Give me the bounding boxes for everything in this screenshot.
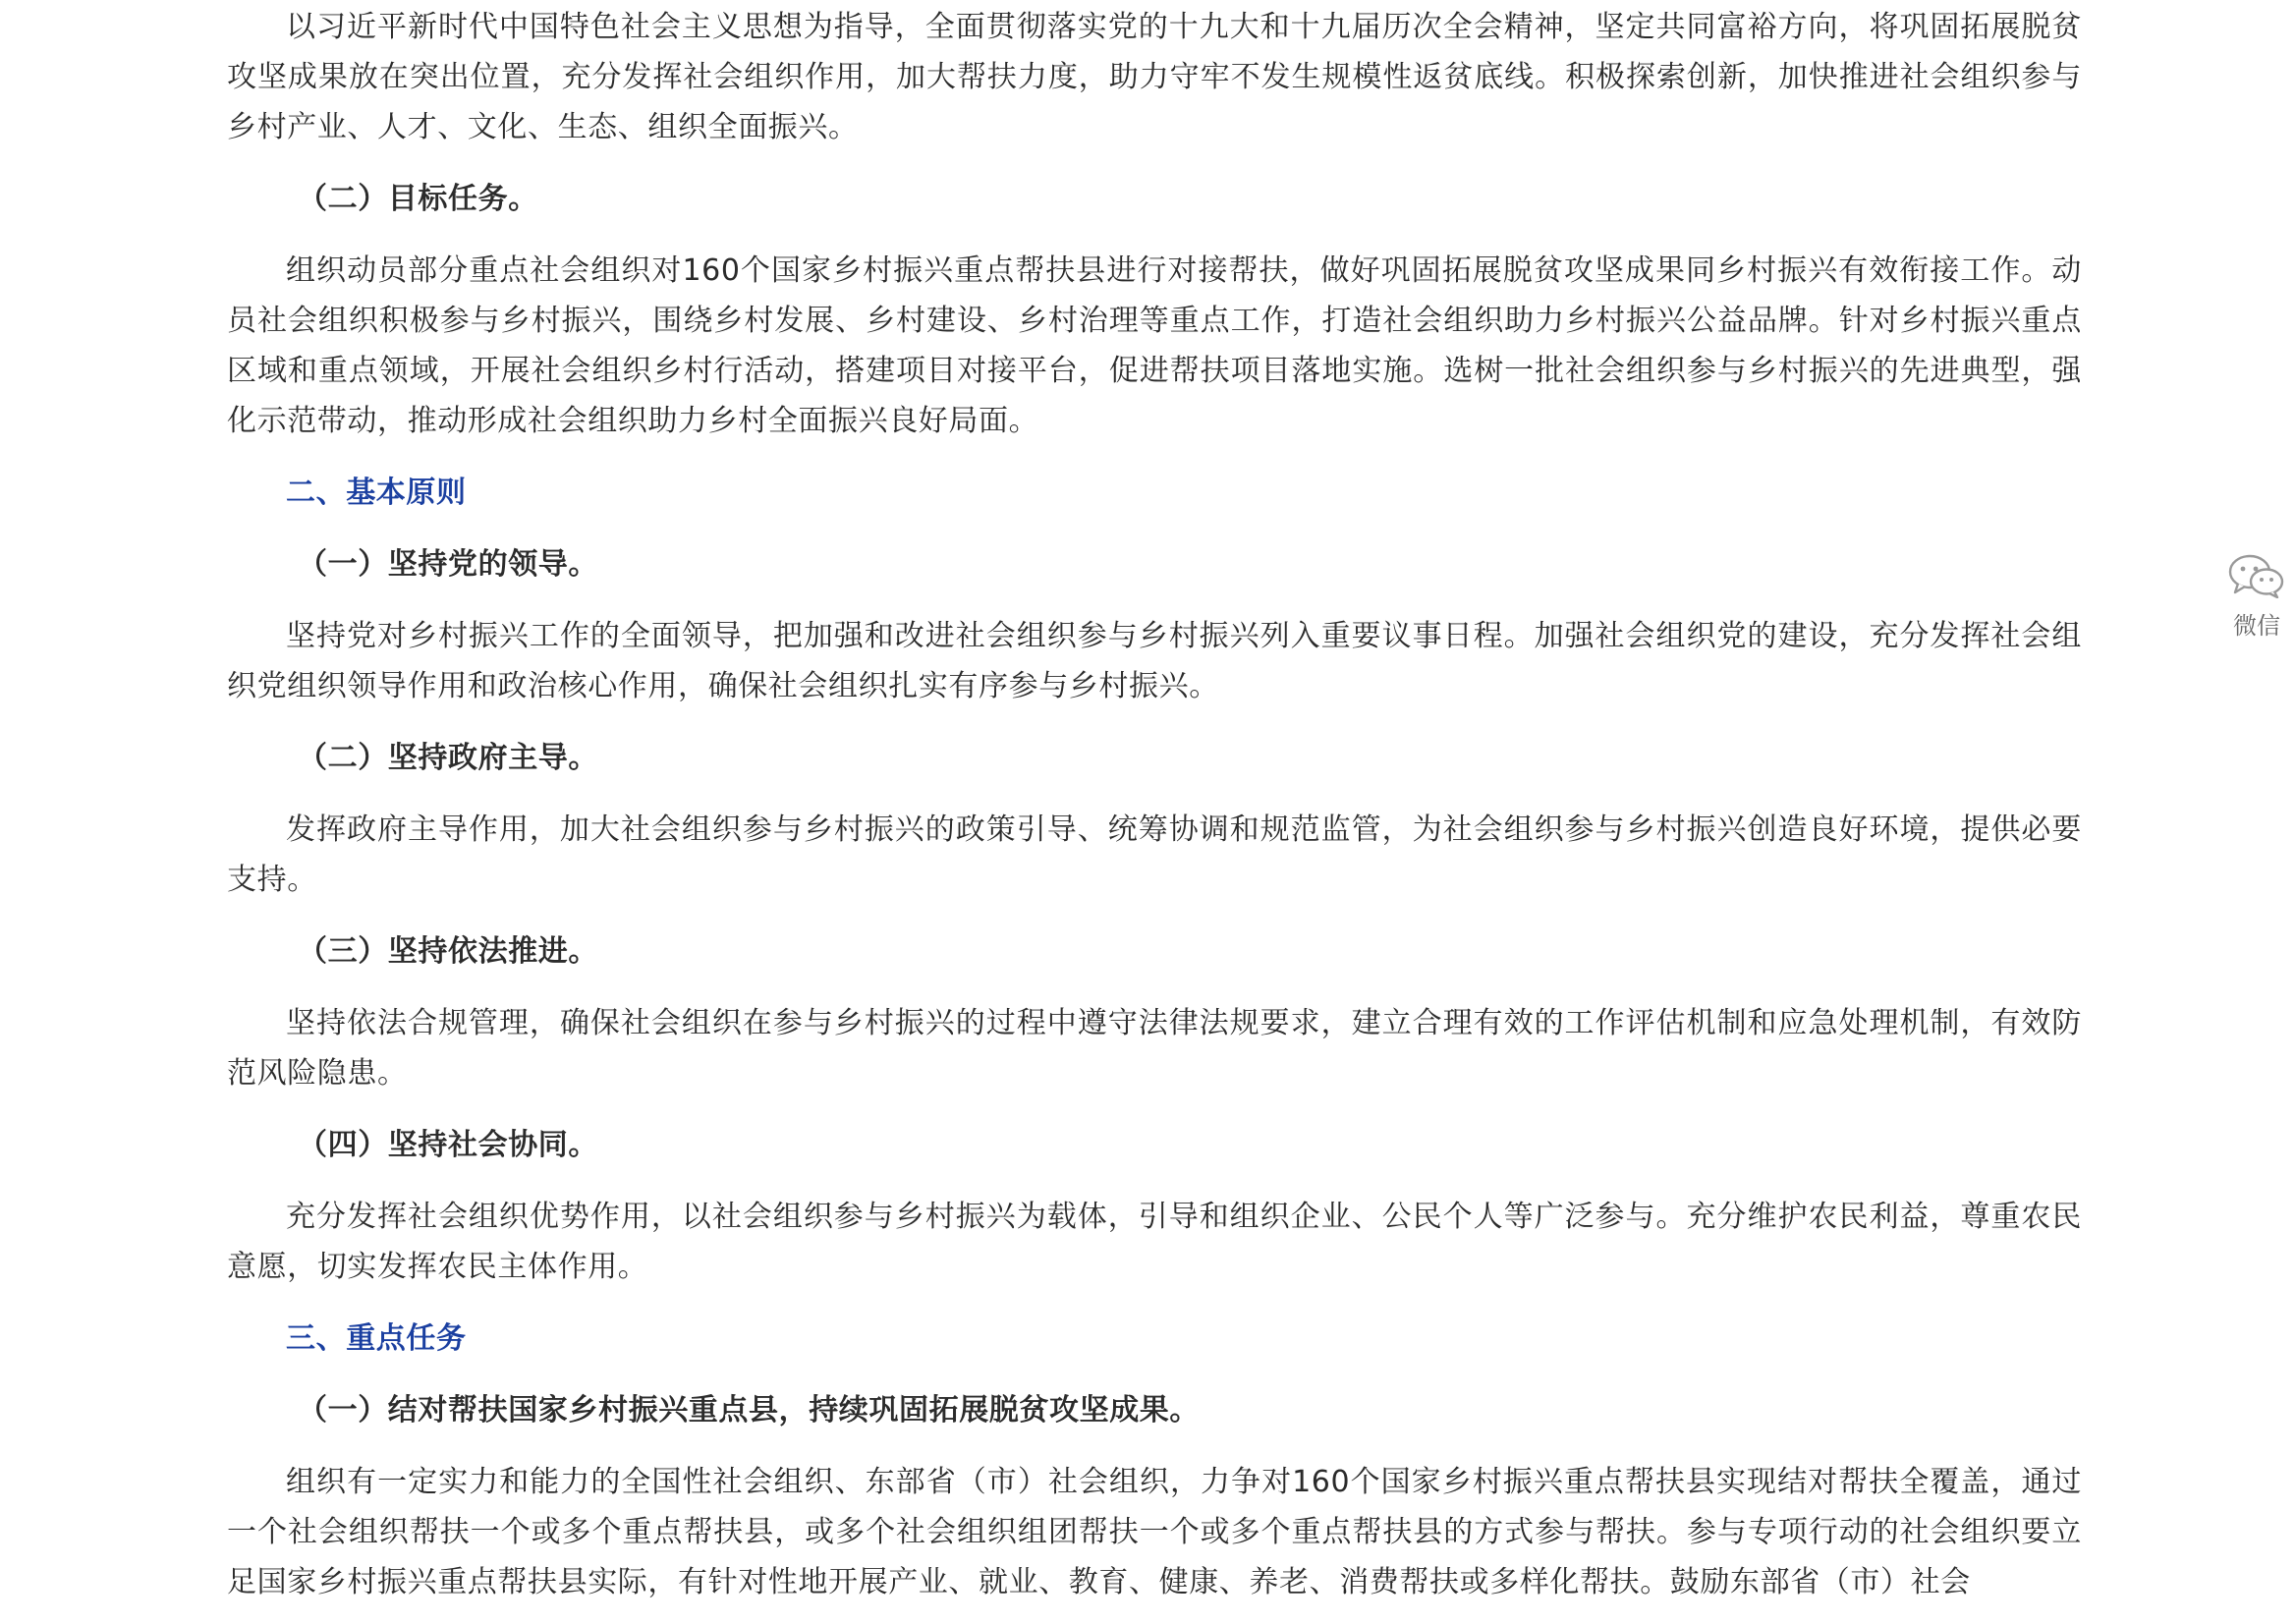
paired-assistance-paragraph: 组织有一定实力和能力的全国性社会组织、东部省（市）社会组织，力争对160个国家乡村振兴重点帮扶县实现结对帮扶全覆盖，通过一个社会组织帮扶一个或多个重点帮扶县，或多个社会组织组团帮扶一个或多个重点帮扶县的方式参与帮扶。参与专项行动的社会组织要立足国家乡村振兴重点帮扶县实际，有针对性地开展产业、就业、教育、健康、养老、消费帮扶或多样化帮扶。鼓励东部省（市）社会 (227, 1465, 2082, 1599)
section-heading-basic-principles: 二、基本原则 (286, 476, 467, 510)
target-tasks-paragraph: 组织动员部分重点社会组织对160个国家乡村振兴重点帮扶县进行对接帮扶，做好巩固拓展脱贫攻坚成果同乡村振兴有效衔接工作。动员社会组织积极参与乡村振兴，围绕乡村发展、乡村建设、乡村治理等重点工作，打造社会组织助力乡村振兴公益品牌。针对乡村振兴重点区域和重点领域，开展社会组织乡村行活动，搭建项目对接平台，促进帮扶项目落地实施。选树一批社会组织参与乡村振兴的先进典型，强化示范带动，推动形成社会组织助力乡村全面振兴良好局面。 (227, 253, 2082, 438)
party-leadership-paragraph: 坚持党对乡村振兴工作的全面领导，把加强和改进社会组织参与乡村振兴列入重要议事日程。加强社会组织党的建设，充分发挥社会组织党组织领导作用和政治核心作用，确保社会组织扎实有序参与乡村振兴。 (227, 619, 2082, 703)
rule-of-law-paragraph: 坚持依法合规管理，确保社会组织在参与乡村振兴的过程中遵守法律法规要求，建立合理有效的工作评估机制和应急处理机制，有效防范风险隐患。 (227, 1006, 2082, 1091)
wechat-icon (2228, 553, 2285, 598)
wechat-share-button[interactable] (2222, 553, 2291, 641)
subheading-government-led: （二）坚持政府主导。 (298, 741, 598, 775)
social-coordination-paragraph: 充分发挥社会组织优势作用，以社会组织参与乡村振兴为载体，引导和组织企业、公民个人等广泛参与。充分维护农民利益，尊重农民意愿，切实发挥农民主体作用。 (227, 1200, 2082, 1284)
intro-paragraph: 以习近平新时代中国特色社会主义思想为指导，全面贯彻落实党的十九大和十九届历次全会精神，坚定共同富裕方向，将巩固拓展脱贫攻坚成果放在突出位置，充分发挥社会组织作用，加大帮扶力度，助力守牢不发生规模性返贫底线。积极探索创新，加快推进社会组织参与乡村产业、人才、文化、生态、组织全面振兴。 (227, 10, 2082, 144)
subheading-paired-assistance: （一）结对帮扶国家乡村振兴重点县，持续巩固拓展脱贫攻坚成果。 (298, 1393, 1200, 1428)
subheading-rule-of-law: （三）坚持依法推进。 (298, 934, 598, 969)
government-led-paragraph: 发挥政府主导作用，加大社会组织参与乡村振兴的政策引导、统筹协调和规范监管，为社会组织参与乡村振兴创造良好环境，提供必要支持。 (227, 812, 2082, 897)
section-heading-key-tasks: 三、重点任务 (286, 1321, 467, 1356)
subheading-target-tasks: （二）目标任务。 (298, 182, 538, 216)
subheading-party-leadership: （一）坚持党的领导。 (298, 547, 598, 582)
subheading-social-coordination: （四）坚持社会协同。 (298, 1128, 598, 1162)
article-body (227, 0, 2082, 1607)
wechat-share-label: 微信 (2233, 612, 2280, 640)
